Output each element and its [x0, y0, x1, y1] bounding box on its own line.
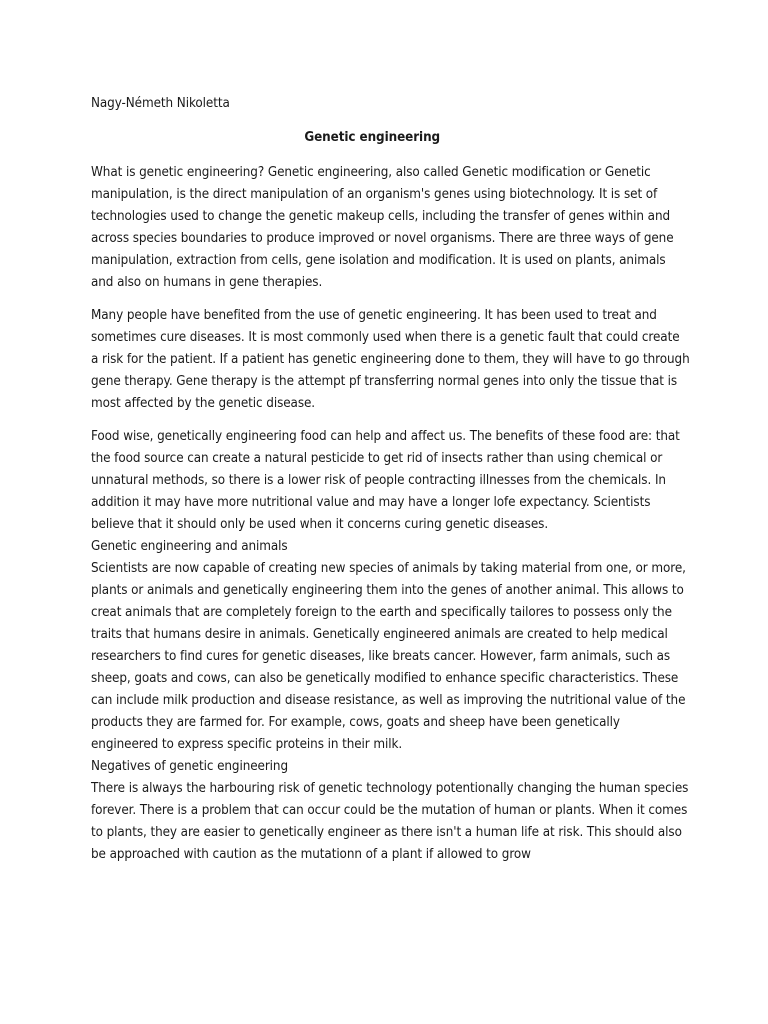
document-body: [91, 93, 690, 866]
heading-animals: Genetic engineering and animals: [91, 539, 288, 554]
heading-negatives: Negatives of genetic engineering: [91, 759, 289, 774]
paragraph-negatives: There is always the harbouring risk of genetic technology potentionally changing the human species forever. There is a problem that can occur could be the mutation of human or plants. When it comes to plants, they are easier to genetically engineer as there isn't a human life at risk. This should also be approached with caution as the mutationn of a plant if allowed to grow: [91, 781, 689, 862]
author-name: Nagy-Németh Nikoletta: [91, 96, 230, 111]
paragraph-food: Food wise, genetically engineering food can help and affect us. The benefits of these food are: that the food source can create a natural pesticide to get rid of insects rather than using chemical or unnatural methods, so there is a lower risk of people contracting illnesses from the chemicals. In addition it may have more nutritional value and may have a longer lofe expectancy. Scientists believe that it should only be used when it concerns curing genetic diseases.: [91, 429, 680, 532]
paragraph-intro: What is genetic engineering? Genetic engineering, also called Genetic modification or Genetic manipulation, is the direct manipulation of an organism's genes using biotechnology. It is set of technologies used to change the genetic makeup cells, including the transfer of genes within and across species boundaries to produce improved or novel organisms. There are three ways of gene manipulation, extraction from cells, gene isolation and modification. It is used on plants, animals and also on humans in gene therapies.: [91, 165, 674, 290]
paragraph-animals: Scientists are now capable of creating new species of animals by taking material from one, or more, plants or animals and genetically engineering them into the genes of another animal. This allows to creat animals that are completely foreign to the earth and specifically tailores to possess only the traits that humans desire in animals. Genetically engineered animals are created to help medical researchers to find cures for genetic diseases, like breats cancer. However, farm animals, such as sheep, goats and cows, can also be genetically modified to enhance specific characteristics. These can include milk production and disease resistance, as well as improving the nutritional value of the products they are farmed for. For example, cows, goats and sheep have been genetically engineered to express specific proteins in their milk.: [91, 561, 686, 752]
paragraph-benefits: Many people have benefited from the use of genetic engineering. It has been used to treat and sometimes cure diseases. It is most commonly used when there is a genetic fault that could create a risk for the patient. If a patient has genetic engineering done to them, they will have to go through gene therapy. Gene therapy is the attempt pf transferring normal genes into only the tissue that is most affected by the genetic disease.: [91, 308, 690, 411]
document-title: Genetic engineering: [304, 130, 441, 145]
